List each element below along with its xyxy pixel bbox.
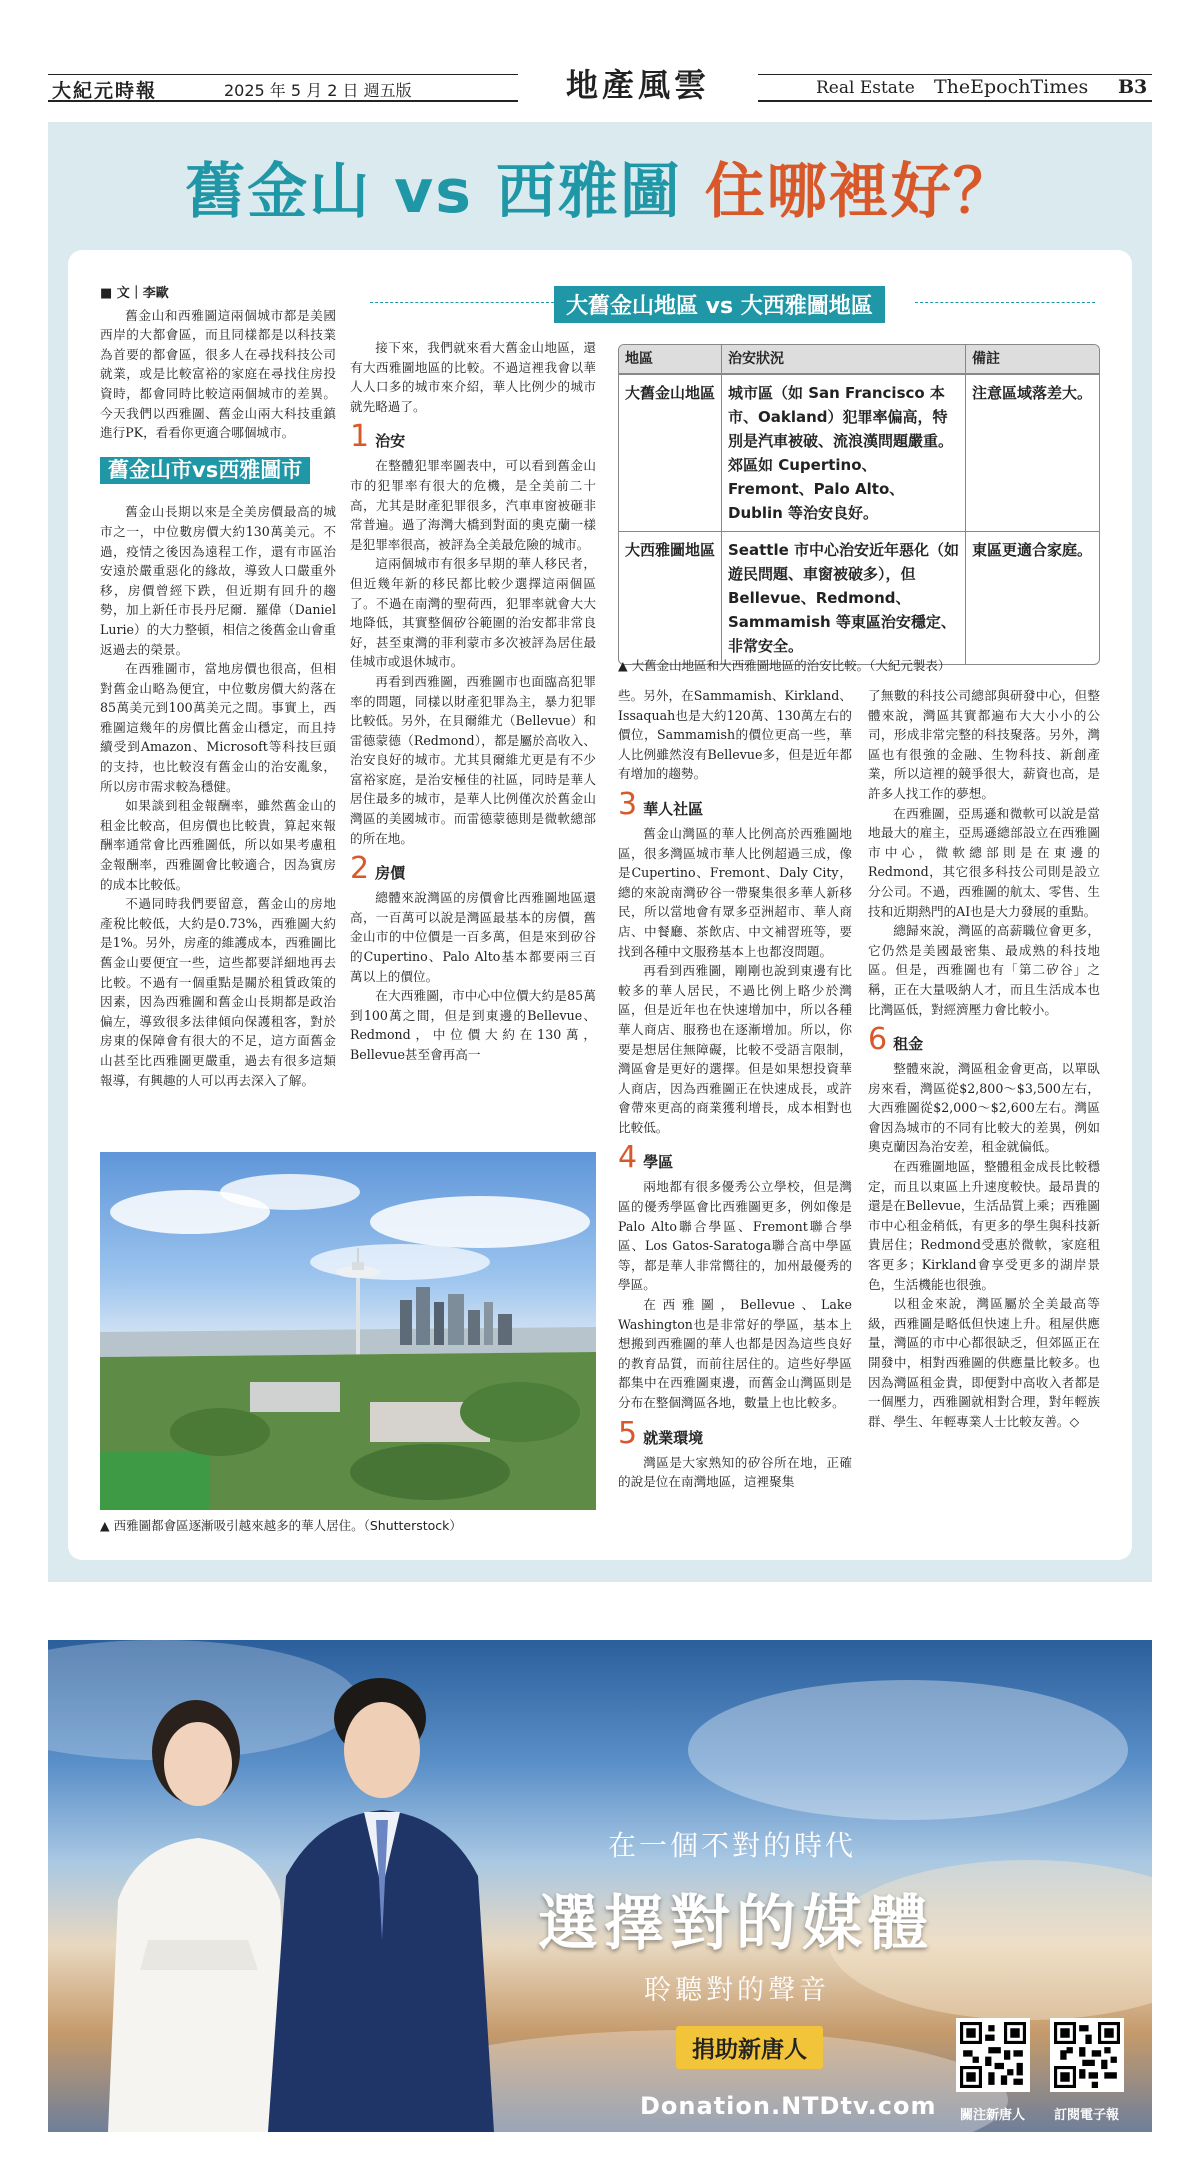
section-number: 3 bbox=[618, 786, 638, 822]
table-caption: ▲ 大舊金山地區和大西雅圖地區的治安比較。（大紀元製表） bbox=[618, 658, 951, 673]
headline bbox=[48, 144, 1152, 230]
paper-name-en: TheEpochTimes bbox=[934, 76, 1089, 98]
paragraph: 再看到西雅圖，西雅圖市也面臨高犯罪率的問題，同樣以財產犯罪為主，暴力犯罪比較低。另外，在貝爾維尤（Bellevue）和雷德蒙德（Redmond），都是屬於高收入、治安良好的城市。尤其貝爾維尤更是有不少富裕家庭，是治安極佳的社區，同時是華人居住最多的城市，是華人比例僅次於舊金山灣區的美國城市。而雷德蒙德則是微軟總部的所在地。 bbox=[350, 673, 596, 846]
qr-code-follow[interactable] bbox=[956, 2018, 1030, 2092]
table-header-cell: 治安狀況 bbox=[721, 345, 965, 374]
paragraph: 在西雅圖，亞馬遜和微軟可以說是當地最大的雇主，亞馬遜總部設立在西雅圖市中心，微軟總部則是在東邊的Redmond，其它很多科技公司則是設立分公司。不過，西雅圖的航太、零售、生技和近期熱門的AI也是大力發展的重點。 bbox=[868, 805, 1100, 919]
qr-code-newsletter[interactable] bbox=[1050, 2018, 1124, 2092]
section-number: 1 bbox=[350, 419, 370, 455]
paragraph: 在大西雅圖，市中心中位價大約是85萬到100萬之間，但是到東邊的Bellevue、Redmond，中位價大約在130萬，Bellevue甚至會再高一 bbox=[350, 988, 596, 1062]
paragraph: 接下來，我們就來看大舊金山地區，還有大西雅圖地區的比較。不過這裡我會以華人人口多的城市來介紹，華人比例少的城市就先略過了。 bbox=[350, 340, 596, 414]
table-cell: 注意區域落差大。 bbox=[965, 374, 1099, 531]
table-header-row bbox=[619, 345, 1099, 374]
table-cell: 城市區（如 San Francisco 本市、Oakland）犯罪率偏高，特別是汽車被破、流浪漢問題嚴重。郊區如 Cupertino、Fremont、Palo Alto、Dublin 等治安良好。 bbox=[721, 374, 965, 531]
subhead-sf-vs-seattle: 舊金山市vs西雅圖市 bbox=[100, 457, 310, 485]
qr-code-icon bbox=[960, 2022, 1026, 2088]
section-title: 租金 bbox=[893, 1035, 924, 1054]
donation-url[interactable]: Donation.NTDtv.com bbox=[640, 2092, 937, 2120]
section-heading-6 bbox=[868, 1022, 1100, 1058]
ad-tagline-3: 聆聽對的聲音 bbox=[644, 1975, 830, 2006]
qr-label-newsletter: 訂閱電子報 bbox=[1054, 2108, 1120, 2123]
section-title: 就業環境 bbox=[643, 1428, 704, 1447]
section-number: 5 bbox=[618, 1415, 638, 1451]
table-cell: 大西雅圖地區 bbox=[619, 531, 721, 664]
safety-comparison-table bbox=[618, 344, 1100, 665]
table-header-cell: 地區 bbox=[619, 345, 721, 374]
paragraph: 舊金山長期以來是全美房價最高的城市之一，中位數房價大約130萬美元。不過，疫情之後因為遠程工作，還有市區治安遠於嚴重惡化的緣故，導致人口嚴重外移，房價曾經下跌，但近期有回升的趨勢，加上新任市長丹尼爾．羅偉（Daniel Lurie）的大力整頓，相信之後舊金山會重返過去的榮景。 bbox=[100, 504, 336, 657]
intro-paragraph: 舊金山和西雅圖這兩個城市都是美國西岸的大都會區，而且同樣都是以科技業為首要的都會區，很多人在尋找科技公司就業，或是比較富裕的家庭在尋找住房投資時，都會同時比較這兩個城市的差異。今天我們以西雅圖、舊金山兩大科技重鎮進行PK，看看你更適合哪個城市。 bbox=[100, 307, 336, 441]
seattle-skyline-illustration bbox=[100, 1152, 596, 1510]
section-number: 2 bbox=[350, 851, 370, 887]
section-heading-5 bbox=[618, 1415, 852, 1451]
table-cell: 大舊金山地區 bbox=[619, 374, 721, 531]
column-1 bbox=[100, 284, 336, 1090]
table-title-rule-right bbox=[915, 302, 1095, 303]
byline: ■ 文｜李歐 bbox=[100, 286, 169, 301]
paragraph: 再看到西雅圖，剛剛也說到東邊有比較多的華人居民，不過比例上略少於灣區，但是近年也在快速增加中，所以各種華人商店、服務也在逐漸增加。所以，你要是想居住無障礙，比較不受語言限制，灣區會是更好的選擇。但是如果想投資華人商店，因為西雅圖正在快速成長，或許會帶來更高的商業獲利增長，成本相對也比較低。 bbox=[618, 963, 852, 1135]
section-title: 治安 bbox=[375, 432, 406, 451]
headline-part1: 舊金山 vs 西雅圖 bbox=[185, 157, 705, 227]
issue-date: 2025 年 5 月 2 日 週五版 bbox=[224, 81, 412, 100]
paragraph: 了無數的科技公司總部與研發中心，但整體來說，灣區其實都遍布大大小小的公司，形成非常完整的科技聚落。另外，灣區也有很強的金融、生物科技、新創產業，所以這裡的競爭很大，薪資也高，是許多人找工作的夢想。 bbox=[868, 688, 1100, 801]
table-row bbox=[619, 374, 1099, 531]
paragraph: 在西雅圖地區，整體租金成長比較穩定，而且以東區上升速度較快。最昂貴的還是在Bellevue，生活品質上乘；西雅圖市中心租金稍低，有更多的學生與科技新貴居住；Redmond受惠於微軟，家庭租客更多；Kirkland會享受更多的湖岸景色，生活機能也很強。 bbox=[868, 1159, 1100, 1292]
section-heading-1 bbox=[350, 419, 596, 455]
seattle-skyline-photo bbox=[100, 1152, 596, 1510]
section-title-en: Real Estate bbox=[816, 78, 915, 98]
section-title: 房價 bbox=[375, 864, 406, 883]
qr-label-follow: 關注新唐人 bbox=[960, 2108, 1026, 2123]
section-title: 華人社區 bbox=[643, 799, 704, 818]
paragraph: 在西雅圖，Bellevue、Lake Washington也是非常好的學區，基本上想搬到西雅圖的華人也都是因為這些良好的教育品質，而前往居住的。這些好學區都集中在西雅圖東邊，而舊金山灣區則是分布在整個灣區各地，數量上也比較多。 bbox=[618, 1297, 852, 1410]
paragraph: 舊金山灣區的華人比例高於西雅圖地區，很多灣區城市華人比例超過三成，像是Cupertino、Fremont、Daly City，總的來說南灣矽谷一帶聚集很多華人新移民，所以當地會有眾多亞洲超市、華人商店、中餐廳、茶飲店、中文補習班等，要找到各種中文服務基本上也都沒問題。 bbox=[618, 825, 852, 959]
photo-caption: ▲ 西雅圖都會區逐漸吸引越來越多的華人居住。（Shutterstock） bbox=[100, 1518, 462, 1533]
headline-part2: 住哪裡好？ bbox=[704, 157, 1015, 227]
paragraph: 如果談到租金報酬率，雖然舊金山的租金比較高，但房價也比較貴，算起來報酬率通常會比西雅圖低，所以如果考慮租金報酬率，西雅圖會比較適合，因為賓房的成本比較低。 bbox=[100, 798, 336, 892]
table-cell: Seattle 市中心治安近年惡化（如遊民問題、車窗被破多），但 Bellevue、Redmond、Sammamish 等東區治安穩定、非常安全。 bbox=[721, 531, 965, 664]
table-row bbox=[619, 531, 1099, 664]
section-title: 學區 bbox=[643, 1153, 674, 1172]
paragraph: 些。另外，在Sammamish、Kirkland、Issaquah也是大約120萬、130萬左右的價位，Sammamish的價位更高一些，華人比例雖然沒有Bellevue多，但是近年都有增加的趨勢。 bbox=[618, 688, 852, 782]
column-4 bbox=[868, 686, 1100, 1431]
column-2 bbox=[350, 338, 596, 1065]
paragraph: 在西雅圖市，當地房價也很高，但相對舊金山略為便宜，中位數房價大約落在85萬美元到100萬美元之間。事實上，西雅圖這幾年的房價比舊金山穩定，而且持續受到Amazon、Microsoft等科技巨頭的支持，也比較沒有舊金山的治安亂象，所以房市需求較為穩健。 bbox=[100, 661, 336, 794]
paragraph: 總歸來說，灣區的高薪職位會更多，它仍然是美國最密集、最成熟的科技地區。但是，西雅圖也有「第二矽谷」之稱，正在大量吸納人才，而且生活成本也比灣區低，對經濟壓力會比較小。 bbox=[868, 923, 1100, 1017]
page-number: B3 bbox=[1118, 76, 1148, 98]
section-number: 6 bbox=[868, 1022, 888, 1058]
newspaper-logo: 大紀元時報 bbox=[52, 80, 158, 102]
paragraph: 整體來說，灣區租金會更高，以單臥房來看，灣區從$2,800～$3,500左右，大西雅圖從$2,000～$2,600左右。灣區會因為城市的不同有比較大的差異，例如奧克蘭因為治安差，租金就偏低。 bbox=[868, 1061, 1100, 1155]
paragraph: 這兩個城市有很多早期的華人移民者，但近幾年新的移民都比較少選擇這兩個區了。不過在南灣的聖荷西，犯罪率就會大大地降低，其實整個矽谷範圍的治安都非常良好，甚至東灣的菲利蒙市多次被評為居住最佳城市或退休城市。 bbox=[350, 556, 596, 670]
page-header bbox=[48, 66, 1152, 104]
section-title: 地產風雲 bbox=[518, 60, 758, 106]
paragraph: 在整體犯罪率圖表中，可以看到舊金山市的犯罪率有很大的危機，是全美前二十高，尤其是財產犯罪很多，汽車車窗被砸非常普遍。過了海灣大橋到對面的奧克蘭一樣是犯罪率很高，被評為全美最危險的城市。 bbox=[350, 458, 596, 552]
section-heading-4 bbox=[618, 1140, 852, 1176]
ad-tagline-2: 選擇對的媒體 bbox=[538, 1889, 934, 1959]
section-heading-3 bbox=[618, 786, 852, 822]
donate-button[interactable]: 捐助新唐人 bbox=[676, 2026, 823, 2069]
ntd-donation-ad[interactable] bbox=[48, 1640, 1152, 2132]
ad-tagline-1: 在一個不對的時代 bbox=[608, 1829, 857, 1862]
qr-code-icon bbox=[1054, 2022, 1120, 2088]
paragraph: 灣區是大家熟知的矽谷所在地，正確的說是位在南灣地區，這裡聚集 bbox=[618, 1454, 852, 1490]
table-header-cell: 備註 bbox=[965, 345, 1099, 374]
section-number: 4 bbox=[618, 1140, 638, 1176]
table-title: 大舊金山地區 vs 大西雅圖地區 bbox=[554, 286, 885, 323]
table-title-rule-left bbox=[370, 302, 554, 303]
table-cell: 東區更適合家庭。 bbox=[965, 531, 1099, 664]
paragraph: 不過同時我們要留意，舊金山的房地產稅比較低，大約是0.73%，西雅圖大約是1%。另外，房產的維護成本，西雅圖比舊金山要便宜一些，這些都要詳細地再去比較。不過有一個重點是關於租賃政策的因素，因為西雅圖和舊金山長期都是政治偏左，導致很多法律傾向保護租客，對於房東的保障會有很大的不足，這方面舊金山甚至比西雅圖更嚴重，過去有很多這類報導，有興趣的人可以再去深入了解。 bbox=[100, 896, 336, 1088]
section-heading-2 bbox=[350, 851, 596, 887]
column-3 bbox=[618, 686, 852, 1492]
paragraph: 總體來說灣區的房價會比西雅圖地區還高，一百萬可以說是灣區最基本的房價，舊金山市的中位價是一百多萬，但是來到矽谷的Cupertino、Palo Alto基本都要兩三百萬以上的價位。 bbox=[350, 890, 596, 984]
paragraph: 以租金來說，灣區屬於全美最高等級，西雅圖是略低但快速上升。租屋供應量，灣區的市中心都很缺乏，但郊區正在開發中，相對西雅圖的供應量比較多。也因為灣區租金貴，即便對中高收入者都是一個壓力，西雅圖就相對合理，對年輕族群、學生、年輕專業人士比較友善。◇ bbox=[868, 1296, 1100, 1429]
paragraph: 兩地都有很多優秀公立學校，但是灣區的優秀學區會比西雅圖更多，例如像是Palo Alto聯合學區、Fremont聯合學區、Los Gatos-Saratoga聯合高中學區等，都是華人非常嚮往的，加州最優秀的學區。 bbox=[618, 1179, 852, 1293]
